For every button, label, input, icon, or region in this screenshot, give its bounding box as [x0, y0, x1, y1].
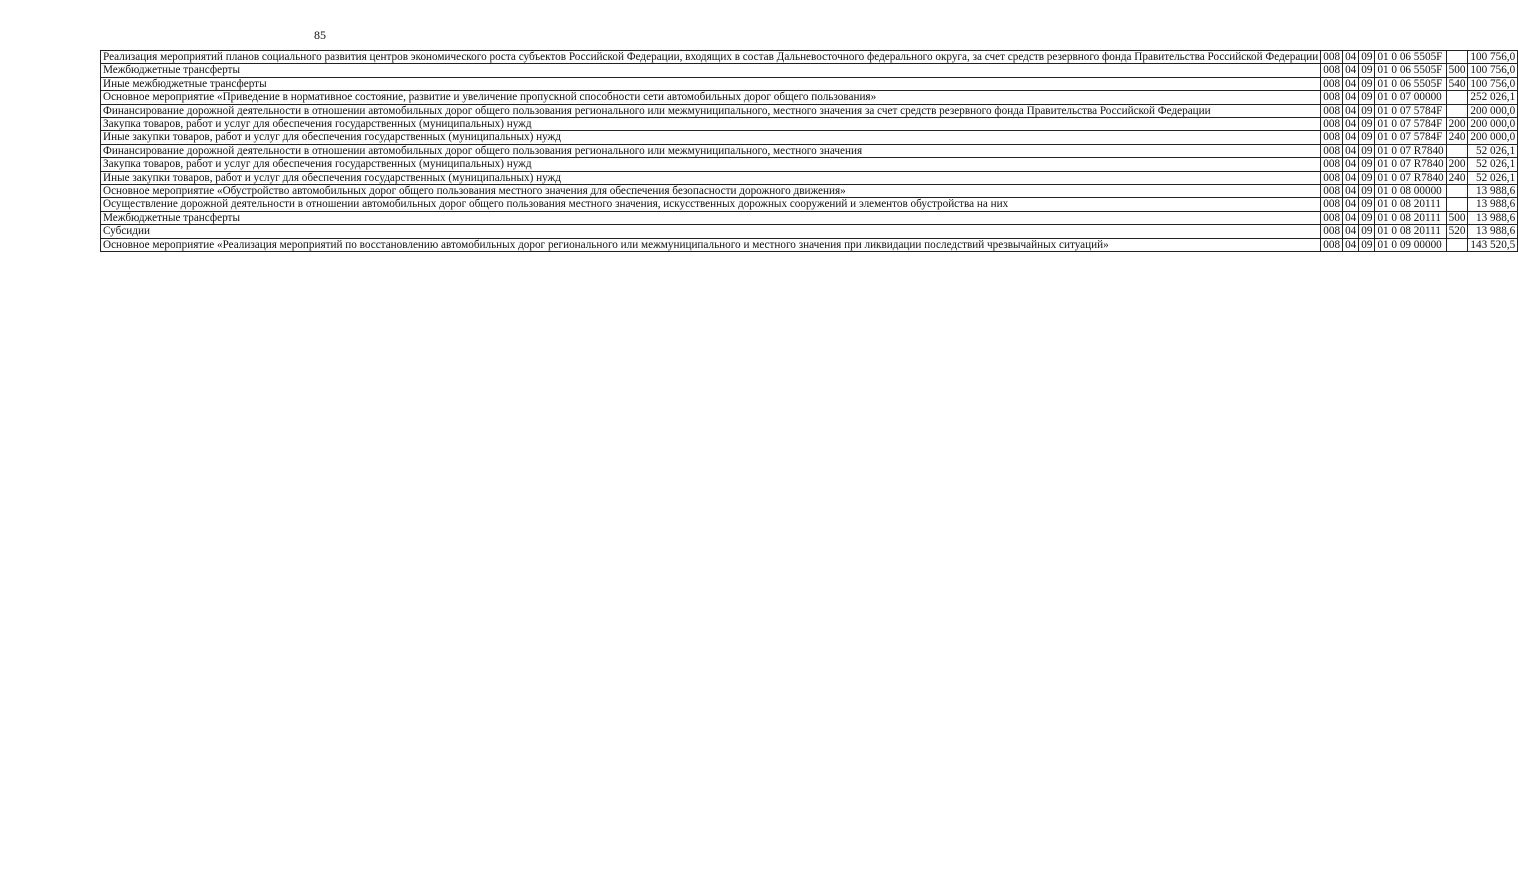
admin-code: 008: [1321, 118, 1343, 131]
admin-code: 008: [1321, 158, 1343, 171]
subsection-code: 09: [1359, 64, 1375, 77]
subsection-code: 09: [1359, 211, 1375, 224]
admin-code: 008: [1321, 51, 1343, 64]
amount: 100 756,0: [1468, 64, 1518, 77]
target-article-code: 01 0 07 R7840: [1375, 144, 1446, 157]
table-row: [101, 91, 1518, 104]
admin-code: 008: [1321, 64, 1343, 77]
expense-name: Основное мероприятие «Приведение в нормативное состояние, развитие и увеличение пропускной способности сети автомобильных дорог общего пользования»: [101, 91, 1321, 104]
amount: 13 988,6: [1468, 225, 1518, 238]
table-row: [101, 158, 1518, 171]
amount: 252 026,1: [1468, 91, 1518, 104]
section-code: 04: [1343, 198, 1359, 211]
amount: 143 520,5: [1468, 238, 1518, 251]
amount: 200 000,0: [1468, 131, 1518, 144]
amount: 200 000,0: [1468, 104, 1518, 117]
expense-type-code: 240: [1446, 131, 1468, 144]
expense-type-code: [1446, 91, 1468, 104]
section-code: 04: [1343, 158, 1359, 171]
target-article-code: 01 0 07 00000: [1375, 91, 1446, 104]
amount: 52 026,1: [1468, 171, 1518, 184]
amount: 200 000,0: [1468, 118, 1518, 131]
subsection-code: 09: [1359, 198, 1375, 211]
admin-code: 008: [1321, 131, 1343, 144]
expense-name: Основное мероприятие «Реализация мероприятий по восстановлению автомобильных дорог регионального или межмуниципального и местного значения при ликвидации последствий чрезвычайных ситуаций»: [101, 238, 1321, 251]
subsection-code: 09: [1359, 118, 1375, 131]
section-code: 04: [1343, 91, 1359, 104]
target-article-code: 01 0 09 00000: [1375, 238, 1446, 251]
table-row: [101, 51, 1518, 64]
expense-type-code: [1446, 51, 1468, 64]
expense-name: Иные закупки товаров, работ и услуг для обеспечения государственных (муниципальных) нужд: [101, 131, 1321, 144]
expense-type-code: 200: [1446, 158, 1468, 171]
expense-type-code: 500: [1446, 211, 1468, 224]
target-article-code: 01 0 08 20111: [1375, 225, 1446, 238]
section-code: 04: [1343, 77, 1359, 90]
table-body: [101, 51, 1518, 252]
target-article-code: 01 0 07 R7840: [1375, 171, 1446, 184]
amount: 100 756,0: [1468, 77, 1518, 90]
target-article-code: 01 0 08 00000: [1375, 185, 1446, 198]
amount: 13 988,6: [1468, 198, 1518, 211]
target-article-code: 01 0 07 5784F: [1375, 104, 1446, 117]
subsection-code: 09: [1359, 171, 1375, 184]
subsection-code: 09: [1359, 104, 1375, 117]
table-row: [101, 118, 1518, 131]
expense-type-code: [1446, 198, 1468, 211]
section-code: 04: [1343, 64, 1359, 77]
section-code: 04: [1343, 118, 1359, 131]
expense-name: Субсидии: [101, 225, 1321, 238]
table-row: [101, 185, 1518, 198]
expense-name: Финансирование дорожной деятельности в отношении автомобильных дорог общего пользования регионального или межмуниципального, местного значения за счет средств резервного фонда Правительства Российской Федерации: [101, 104, 1321, 117]
expense-name: Реализация мероприятий планов социального развития центров экономического роста субъектов Российской Федерации, входящих в состав Дальневосточного федерального округа, за счет средств резервного фонда Правительства Российской Федерации: [101, 51, 1321, 64]
admin-code: 008: [1321, 211, 1343, 224]
subsection-code: 09: [1359, 51, 1375, 64]
expense-name: Основное мероприятие «Обустройство автомобильных дорог общего пользования местного значения для обеспечения безопасности дорожного движения»: [101, 185, 1321, 198]
section-code: 04: [1343, 225, 1359, 238]
table-row: [101, 225, 1518, 238]
expense-type-code: 500: [1446, 64, 1468, 77]
section-code: 04: [1343, 144, 1359, 157]
expense-type-code: [1446, 238, 1468, 251]
expense-name: Иные закупки товаров, работ и услуг для обеспечения государственных (муниципальных) нужд: [101, 171, 1321, 184]
expense-name: Закупка товаров, работ и услуг для обеспечения государственных (муниципальных) нужд: [101, 158, 1321, 171]
target-article-code: 01 0 06 5505F: [1375, 64, 1446, 77]
target-article-code: 01 0 06 5505F: [1375, 51, 1446, 64]
section-code: 04: [1343, 185, 1359, 198]
expense-name: Закупка товаров, работ и услуг для обеспечения государственных (муниципальных) нужд: [101, 118, 1321, 131]
target-article-code: 01 0 07 5784F: [1375, 131, 1446, 144]
admin-code: 008: [1321, 238, 1343, 251]
expense-type-code: 540: [1446, 77, 1468, 90]
expense-type-code: [1446, 104, 1468, 117]
expense-name: Межбюджетные трансферты: [101, 211, 1321, 224]
section-code: 04: [1343, 211, 1359, 224]
table-row: [101, 131, 1518, 144]
section-code: 04: [1343, 238, 1359, 251]
page-number: 85: [314, 28, 326, 42]
admin-code: 008: [1321, 91, 1343, 104]
subsection-code: 09: [1359, 238, 1375, 251]
table-row: [101, 211, 1518, 224]
subsection-code: 09: [1359, 185, 1375, 198]
subsection-code: 09: [1359, 225, 1375, 238]
table-row: [101, 64, 1518, 77]
subsection-code: 09: [1359, 77, 1375, 90]
admin-code: 008: [1321, 104, 1343, 117]
expense-type-code: 200: [1446, 118, 1468, 131]
section-code: 04: [1343, 171, 1359, 184]
amount: 52 026,1: [1468, 158, 1518, 171]
admin-code: 008: [1321, 225, 1343, 238]
table-row: [101, 144, 1518, 157]
subsection-code: 09: [1359, 144, 1375, 157]
section-code: 04: [1343, 51, 1359, 64]
expense-name: Финансирование дорожной деятельности в отношении автомобильных дорог общего пользования регионального или межмуниципального, местного значения: [101, 144, 1321, 157]
amount: 52 026,1: [1468, 144, 1518, 157]
subsection-code: 09: [1359, 131, 1375, 144]
expense-name: Осуществление дорожной деятельности в отношении автомобильных дорог общего пользования местного значения, искусственных дорожных сооружений и элементов обустройства на них: [101, 198, 1321, 211]
target-article-code: 01 0 07 5784F: [1375, 118, 1446, 131]
subsection-code: 09: [1359, 158, 1375, 171]
expense-type-code: 240: [1446, 171, 1468, 184]
target-article-code: 01 0 08 20111: [1375, 211, 1446, 224]
target-article-code: 01 0 08 20111: [1375, 198, 1446, 211]
expense-type-code: [1446, 144, 1468, 157]
subsection-code: 09: [1359, 91, 1375, 104]
admin-code: 008: [1321, 77, 1343, 90]
table-row: [101, 104, 1518, 117]
expense-name: Межбюджетные трансферты: [101, 64, 1321, 77]
expense-type-code: 520: [1446, 225, 1468, 238]
table-row: [101, 238, 1518, 251]
section-code: 04: [1343, 104, 1359, 117]
expense-type-code: [1446, 185, 1468, 198]
target-article-code: 01 0 07 R7840: [1375, 158, 1446, 171]
target-article-code: 01 0 06 5505F: [1375, 77, 1446, 90]
admin-code: 008: [1321, 171, 1343, 184]
table-row: [101, 171, 1518, 184]
table-row: [101, 198, 1518, 211]
amount: 13 988,6: [1468, 185, 1518, 198]
admin-code: 008: [1321, 198, 1343, 211]
expense-name: Иные межбюджетные трансферты: [101, 77, 1321, 90]
admin-code: 008: [1321, 144, 1343, 157]
admin-code: 008: [1321, 185, 1343, 198]
section-code: 04: [1343, 131, 1359, 144]
table-row: [101, 77, 1518, 90]
amount: 13 988,6: [1468, 211, 1518, 224]
budget-table: [100, 50, 1518, 252]
amount: 100 756,0: [1468, 51, 1518, 64]
